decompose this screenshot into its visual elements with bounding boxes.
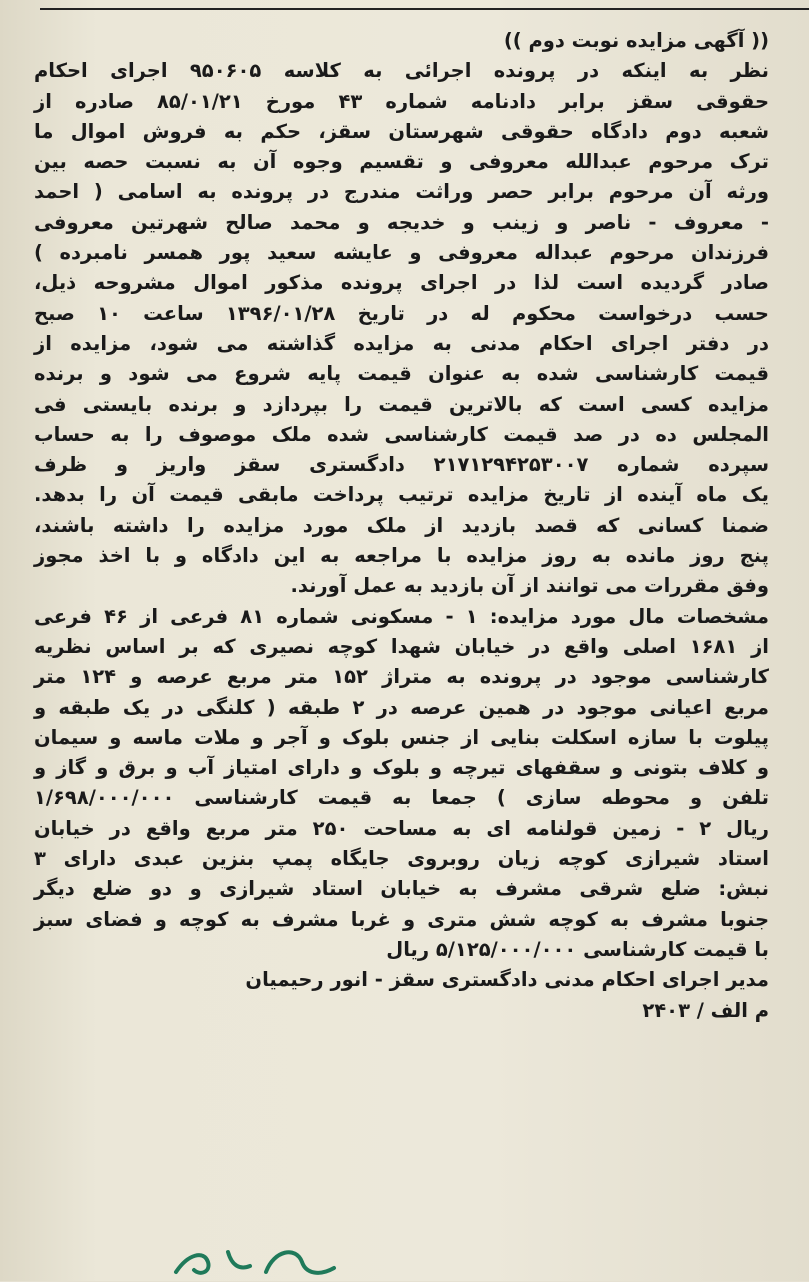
notice-line: کارشناسی موجود در پرونده به متراژ ۱۵۲ متر مربع عرصه و ۱۲۴ متر	[34, 665, 769, 689]
notice-line: - معروف - ناصر و زینب و خدیجه و محمد صالح شهرتین معروفی	[34, 210, 769, 234]
notice-line: و کلاف بتونی و سقفهای تیرچه و بلوک و دارای امتیاز آب و برق و گاز و	[34, 756, 769, 780]
notice-line: جنوبا مشرف به کوچه شش متری و غربا مشرف به کوچه و فضای سبز	[34, 907, 769, 931]
notice-line: نظر به اینکه در پرونده اجرائی به کلاسه ۹۵۰۶۰۵ اجرای احکام	[34, 59, 769, 83]
notice-line: حقوقی سقز برابر دادنامه شماره ۴۳ مورخ ۸۵/۰۱/۲۱ صادره از	[34, 89, 769, 113]
notice-line: حسب درخواست محکوم له در تاریخ ۱۳۹۶/۰۱/۲۸ ساعت ۱۰ صبح	[34, 301, 769, 325]
notice-line: مربع اعیانی موجود در همین عرصه در ۲ طبقه ( کلنگی در یک طبقه و	[34, 695, 770, 719]
notice-line: سپرده شماره ۲۱۷۱۲۹۴۲۵۳۰۰۷ دادگستری سقز واریز و ظرف	[34, 453, 769, 477]
reference-number: م الف / ۲۴۰۳	[642, 998, 769, 1022]
notice-line: از ۱۶۸۱ اصلی واقع در خیابان شهدا کوچه نصیری که بر اساس نظریه	[34, 634, 769, 658]
notice-line: قیمت کارشناسی شده به عنوان قیمت پایه شروع می شود و برنده	[34, 362, 769, 386]
handwritten-annotation	[170, 1232, 340, 1282]
notice-line: فرزندان مرحوم عبداله معروفی و عایشه سعید پور همسر نامبرده )	[34, 241, 769, 265]
signature-line: مدیر اجرای احکام مدنی دادگستری سقز - انور رحیمیان	[245, 968, 769, 992]
notice-line: وفق مقررات می توانند از آن بازدید به عمل آورند.	[290, 574, 769, 598]
notice-line: ترک مرحوم عبدالله معروفی و تقسیم وجوه آن به نسبت حصه بین	[34, 150, 769, 174]
notice-line: مشخصات مال مورد مزایده: ۱ - مسکونی شماره ۸۱ فرعی از ۴۶ فرعی	[34, 604, 769, 628]
notice-line: با قیمت کارشناسی ۵/۱۲۵/۰۰۰/۰۰۰ ریال	[386, 937, 769, 961]
notice-line: پیلوت با سازه اسکلت بنایی از جنس بلوک و آجر و ملات ماسه و سیمان	[34, 725, 769, 749]
notice-line: صادر گردیده است لذا در اجرای پرونده مذکور اموال مشروحه ذیل،	[34, 271, 769, 295]
top-divider	[40, 8, 809, 10]
notice-line: پنج روز مانده به روز مزایده با مراجعه به این دادگاه و با اخذ مجوز	[34, 544, 769, 568]
notice-line: ضمنا کسانی که قصد بازدید از ملک مورد مزایده را داشته باشند،	[34, 513, 769, 537]
notice-line: نبش: ضلع شرقی مشرف به خیابان استاد شیرازی و دو ضلع دیگر	[34, 877, 769, 901]
notice-line: مزایده کسی است که بالاترین قیمت را بپردازد و برنده بایستی فی	[34, 392, 769, 416]
notice-line: شعبه دوم دادگاه حقوقی شهرستان سقز، حکم به فروش اموال ما	[34, 119, 769, 143]
notice-line: یک ماه آینده از تاریخ مزایده ترتیب پرداخت مابقی قیمت آن را بدهد.	[34, 483, 769, 507]
auction-notice	[34, 26, 769, 1026]
notice-line: ریال ۲ - زمین قولنامه ای به مساحت ۲۵۰ متر مربع واقع در خیابان	[34, 816, 769, 840]
notice-title: (( آگهی مزایده نوبت دوم ))	[503, 29, 769, 52]
notice-line: در دفتر اجرای احکام مدنی به مزایده گذاشته می شود، مزایده از	[34, 331, 769, 355]
notice-line: استاد شیرازی کوچه زیان روبروی جایگاه پمپ بنزین عبدی دارای ۳	[34, 847, 769, 871]
notice-line: ورثه آن مرحوم برابر حصر وراثت مندرج در پرونده به اسامی ( احمد	[34, 180, 769, 204]
notice-line: المجلس ده در صد قیمت کارشناسی شده ملک موصوف را به حساب	[34, 422, 769, 446]
notice-line: تلفن و محوطه سازی ) جمعا به قیمت کارشناسی ۱/۶۹۸/۰۰۰/۰۰۰	[34, 786, 769, 810]
